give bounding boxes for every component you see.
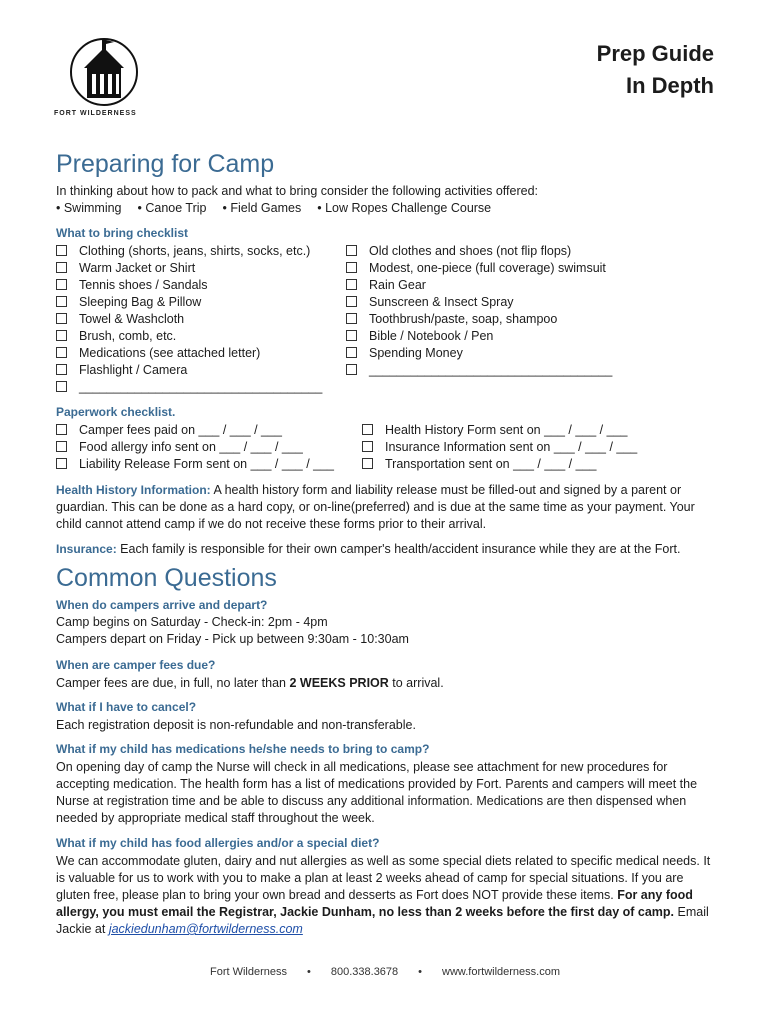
- checklist-label: Tennis shoes / Sandals: [79, 277, 208, 292]
- checkbox[interactable]: [346, 347, 357, 358]
- checkbox[interactable]: [56, 313, 67, 324]
- insurance-text: Each family is responsible for their own camper's health/accident insurance while they are at the Fort.: [120, 542, 681, 556]
- checkbox[interactable]: [56, 381, 67, 392]
- section-heading-faq: Common Questions: [56, 564, 277, 592]
- faq-question: What if I have to cancel?: [56, 700, 197, 714]
- faq-question: What if my child has medications he/she needs to bring to camp?: [56, 742, 430, 756]
- checklist-label: Transportation sent on ___ / ___ / ___: [385, 456, 597, 471]
- checklist-label: Modest, one-piece (full coverage) swimsuit: [369, 260, 606, 275]
- faq-answer-text: Camper fees are due, in full, no later than: [56, 676, 290, 690]
- title-line-2: In Depth: [626, 73, 714, 98]
- checkbox[interactable]: [56, 458, 67, 469]
- checklist-item: [56, 361, 346, 378]
- activity-item: • Canoe Trip: [137, 201, 207, 215]
- faq-answer: On opening day of camp the Nurse will check in all medications, please see attachment for new procedures for accepting medication. The health form has a list of medications provided by Fort. Parents and campers will meet the Nurse at registration time and be able to discuss any additional information. Medications are then dispensed when needed by appropriate medical staff throughout the week.: [56, 760, 698, 825]
- checklist-item: [56, 259, 346, 276]
- checklist-blank-line: ___________________________________: [79, 379, 323, 394]
- intro-text: In thinking about how to pack and what to bring consider the following activities offered:: [56, 184, 539, 198]
- document-title: [597, 38, 714, 102]
- activities-list: [56, 200, 491, 217]
- faq-question: When are camper fees due?: [56, 658, 216, 672]
- checklist-item: [362, 455, 682, 472]
- checklist-label: Spending Money: [369, 345, 463, 360]
- checklist-item: [56, 276, 346, 293]
- checkbox[interactable]: [346, 262, 357, 273]
- checklist-label: Rain Gear: [369, 277, 426, 292]
- email-link[interactable]: jackiedunham@fortwilderness.com: [108, 922, 303, 936]
- checklist-item: [362, 438, 682, 455]
- title-line-1: Prep Guide: [596, 41, 714, 66]
- checklist-item: [346, 259, 666, 276]
- checkbox[interactable]: [346, 330, 357, 341]
- checkbox[interactable]: [346, 313, 357, 324]
- faq-answer-line: Camp begins on Saturday - Check-in: 2pm - 4pm: [56, 615, 328, 629]
- checklist-label: Brush, comb, etc.: [79, 328, 177, 343]
- checklist-item: [346, 344, 666, 361]
- checklist-label: Health History Form sent on ___ / ___ / ___: [385, 422, 628, 437]
- checklist-label: Bible / Notebook / Pen: [369, 328, 494, 343]
- lodge-emblem-icon: [54, 34, 154, 108]
- footer-phone: 800.338.3678: [330, 966, 399, 978]
- faq-answer-emphasis: For any food allergy, you must email the Registrar, Jackie Dunham, no less than 2 weeks before the first day of camp.: [56, 888, 693, 919]
- checklist-label: Warm Jacket or Shirt: [79, 260, 196, 275]
- footer-org: Fort Wilderness: [209, 966, 288, 978]
- checkbox[interactable]: [362, 441, 373, 452]
- footer-separator: •: [418, 966, 423, 978]
- checklist-blank-line: ___________________________________: [369, 362, 613, 377]
- checklist-item: [56, 293, 346, 310]
- checkbox[interactable]: [56, 441, 67, 452]
- insurance-label: Insurance:: [56, 542, 117, 556]
- checklist-item: [56, 455, 356, 472]
- checkbox[interactable]: [56, 279, 67, 290]
- activity-item: • Low Ropes Challenge Course: [317, 201, 492, 215]
- faq-answer-line: Campers depart on Friday - Pick up between 9:30am - 10:30am: [56, 632, 409, 646]
- activity-item: • Field Games: [222, 201, 302, 215]
- checklist-label: Flashlight / Camera: [79, 362, 188, 377]
- faq-answer: [56, 614, 409, 648]
- health-history-text: A health history form and liability release must be filled-out and signed by a parent or guardian. This can be done as a hard copy, or on-line(preferred) and is due at the same time as your payment. Your child cannot attend camp if we do not receive these forms prior to their arrival.: [56, 483, 695, 531]
- checkbox[interactable]: [346, 245, 357, 256]
- checklist-item: [346, 310, 666, 327]
- checkbox[interactable]: [56, 364, 67, 375]
- checkbox[interactable]: [362, 458, 373, 469]
- logo-text: FORT WILDERNESS: [54, 110, 137, 117]
- fort-wilderness-logo: [54, 34, 154, 117]
- checklist-label: Liability Release Form sent on ___ / ___ / ___: [79, 456, 335, 471]
- checklist-item: [346, 293, 666, 310]
- checklist-label: Sunscreen & Insect Spray: [369, 294, 514, 309]
- checkbox[interactable]: [56, 245, 67, 256]
- checklist-item: [362, 421, 682, 438]
- health-history-paragraph: [56, 482, 716, 533]
- checklist-label: Clothing (shorts, jeans, shirts, socks, etc.): [79, 243, 311, 258]
- faq-answer: [56, 853, 716, 938]
- checklist-label: Insurance Information sent on ___ / ___ / ___: [385, 439, 638, 454]
- insurance-paragraph: [56, 541, 726, 558]
- activity-item: • Swimming: [56, 201, 122, 215]
- checkbox[interactable]: [56, 330, 67, 341]
- checklist-label: Old clothes and shoes (not flip flops): [369, 243, 572, 258]
- faq-answer-text: to arrival.: [388, 676, 444, 690]
- checklist-item: [56, 344, 346, 361]
- bring-checklist-right: [346, 242, 666, 378]
- faq-question: When do campers arrive and depart?: [56, 598, 268, 612]
- checklist-item: [346, 327, 666, 344]
- bring-checklist-heading: What to bring checklist: [56, 226, 189, 240]
- checklist-label: Sleeping Bag & Pillow: [79, 294, 202, 309]
- checklist-label: Medications (see attached letter): [79, 345, 261, 360]
- checkbox[interactable]: [56, 296, 67, 307]
- paperwork-checklist-left: [56, 421, 356, 472]
- faq-question: What if my child has food allergies and/or a special diet?: [56, 836, 380, 850]
- faq-answer: Each registration deposit is non-refundable and non-transferable.: [56, 718, 416, 732]
- checklist-item: [56, 310, 346, 327]
- footer-separator: •: [307, 966, 311, 978]
- checklist-item: [56, 438, 356, 455]
- checklist-item: [346, 242, 666, 259]
- paperwork-checklist-heading: Paperwork checklist.: [56, 405, 176, 419]
- checklist-label: Food allergy info sent on ___ / ___ / ___: [79, 439, 303, 454]
- checklist-label: Camper fees paid on ___ / ___ / ___: [79, 422, 282, 437]
- checklist-item: [346, 361, 666, 378]
- checkbox[interactable]: [362, 424, 373, 435]
- checklist-label: Towel & Washcloth: [79, 311, 185, 326]
- checklist-item: [56, 327, 346, 344]
- checklist-item: [346, 276, 666, 293]
- faq-answer-text: We can accommodate gluten, dairy and nut allergies as well as some special diets related to specific medical needs. It is valuable for us to work with you to make a plan at least 2 weeks ahead of camp for special situations. If you are gluten free, please plan to bring your own bread and desserts as Fort does NOT provide these items.: [56, 854, 711, 902]
- paperwork-checklist-right: [362, 421, 682, 472]
- faq-answer-emphasis: 2 WEEKS PRIOR: [289, 676, 389, 690]
- checkbox[interactable]: [346, 364, 357, 375]
- checkbox[interactable]: [56, 424, 67, 435]
- footer-website: www.fortwilderness.com: [442, 966, 561, 978]
- section-heading-prep: Preparing for Camp: [56, 150, 275, 178]
- checkbox[interactable]: [346, 279, 357, 290]
- checklist-label: Toothbrush/paste, soap, shampoo: [369, 311, 558, 326]
- bring-checklist-left: [56, 242, 346, 395]
- checklist-item: [56, 421, 356, 438]
- faq-answer: [56, 675, 444, 692]
- checkbox[interactable]: [56, 262, 67, 273]
- checklist-item: [56, 378, 346, 395]
- footer: [0, 966, 770, 978]
- checkbox[interactable]: [346, 296, 357, 307]
- faq-answer-text: Email Jackie at: [56, 905, 709, 936]
- checklist-item: [56, 242, 346, 259]
- checkbox[interactable]: [56, 347, 67, 358]
- health-history-label: Health History Information:: [56, 483, 211, 497]
